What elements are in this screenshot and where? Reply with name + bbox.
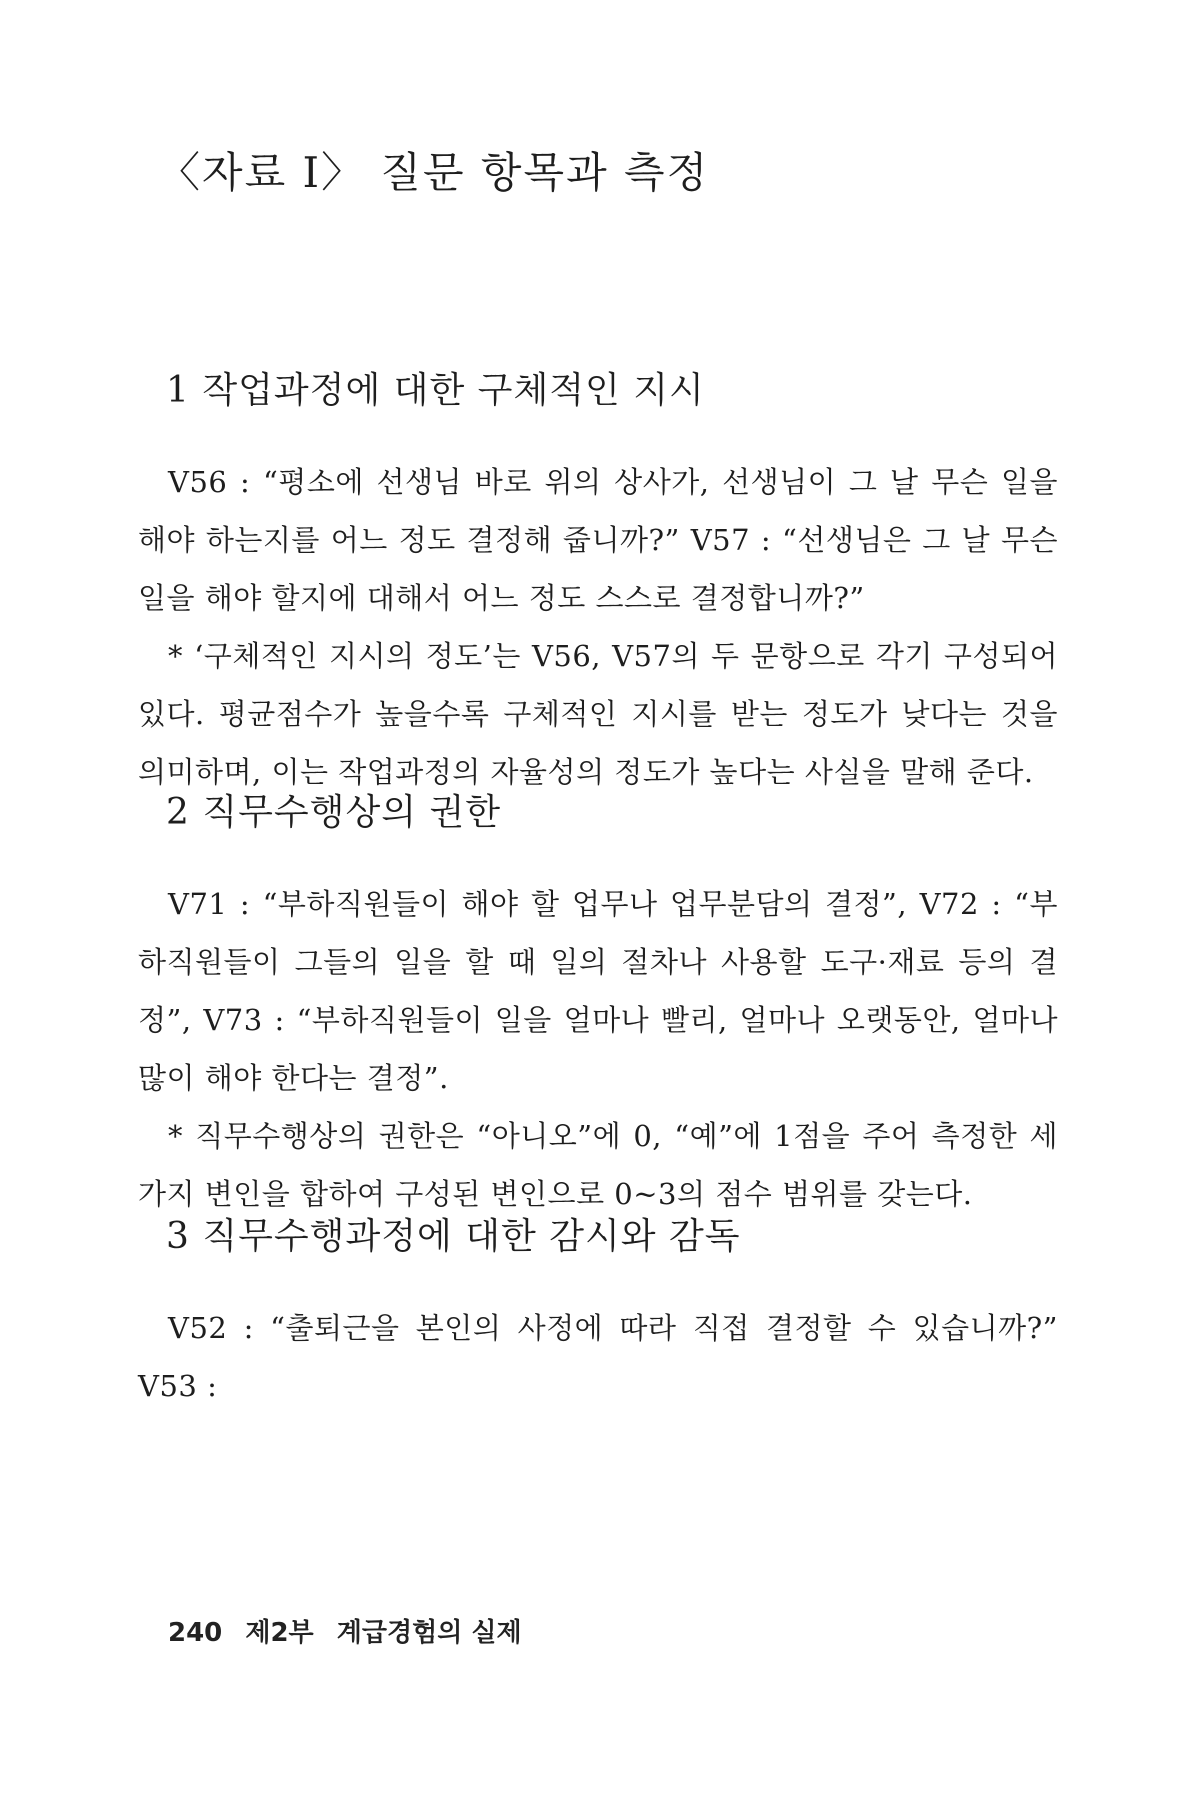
section-paragraph: V71 : “부하직원들이 해야 할 업무나 업무분담의 결정”, V72 : “부하직원들이 그들의 일을 할 때 일의 절차나 사용할 도구·재료 등의 결정”, V73 : “부하직원들이 일을 얼마나 빨리, 얼마나 오랫동안, 얼마나 많이 해야 한다는 결정”.	[138, 887, 1058, 1095]
section-2	[138, 784, 1058, 1223]
section-heading: 2 직무수행상의 권한	[166, 792, 501, 833]
section-note: * ‘구체적인 지시의 정도’는 V56, V57의 두 문항으로 각기 구성되어 있다. 평균점수가 높을수록 구체적인 지시를 받는 정도가 낮다는 것을 의미하며, 이는 작업과정의 자율성의 정도가 높다는 사실을 말해 준다.	[138, 639, 1058, 789]
section-heading: 3 직무수행과정에 대한 감시와 감독	[166, 1216, 741, 1257]
section-paragraph: V52 : “출퇴근을 본인의 사정에 따라 직접 결정할 수 있습니까?” V53 :	[138, 1311, 1058, 1403]
section-3	[138, 1208, 1058, 1415]
page-footer	[168, 1612, 536, 1649]
section-heading: 1 작업과정에 대한 구체적인 지시	[166, 370, 705, 411]
section-paragraph: V56 : “평소에 선생님 바로 위의 상사가, 선생님이 그 날 무슨 일을 해야 하는지를 어느 정도 결정해 줍니까?” V57 : “선생님은 그 날 무슨 일을 해야 할지에 대해서 어느 정도 스스로 결정합니까?”	[138, 465, 1058, 615]
page-title: 〈자료 I〉 질문 항목과 측정	[158, 148, 710, 197]
part-title: 계급경험의 실제	[336, 1618, 522, 1648]
part-label: 제2부	[245, 1618, 314, 1648]
section-1	[138, 362, 1058, 801]
page-number: 240	[168, 1618, 223, 1648]
section-note: * 직무수행상의 권한은 “아니오”에 0, “예”에 1점을 주어 측정한 세 가지 변인을 합하여 구성된 변인으로 0~3의 점수 범위를 갖는다.	[138, 1119, 1058, 1211]
